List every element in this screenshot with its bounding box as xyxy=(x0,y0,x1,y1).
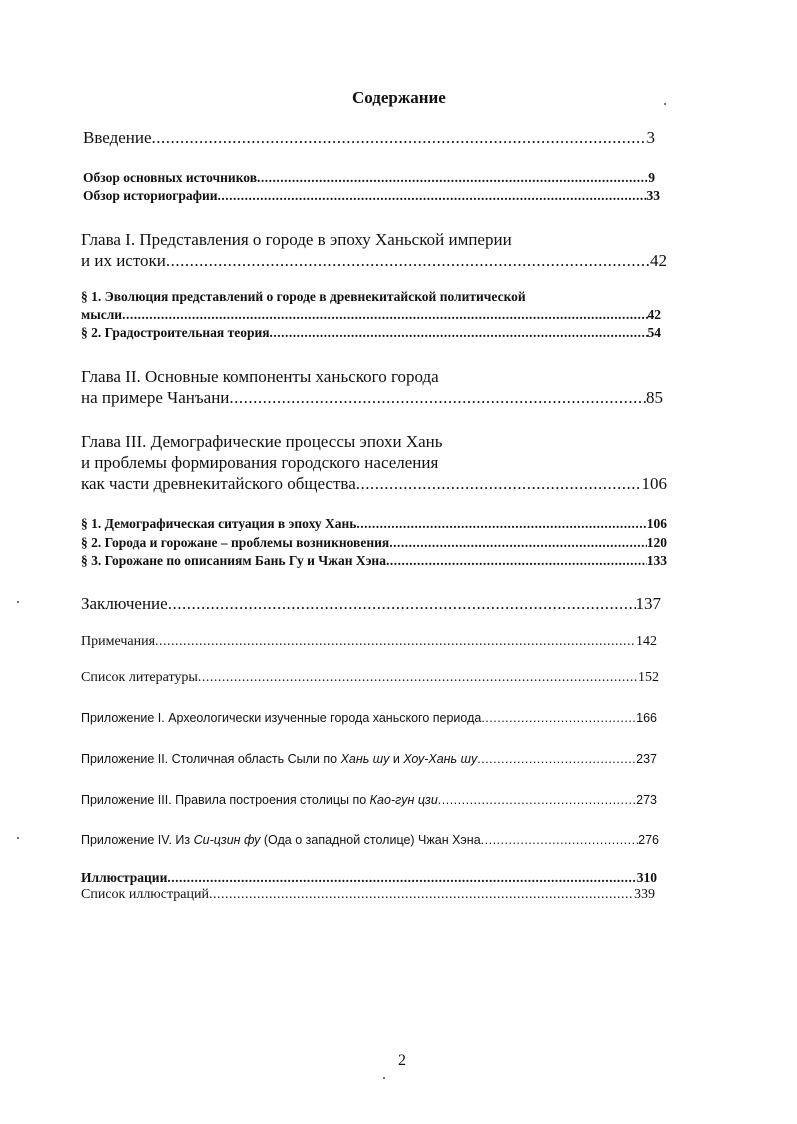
toc-label-text: и xyxy=(389,752,404,766)
toc-label: § 3. Горожане по описаниям Бань Гу и Чжан Хэна xyxy=(81,553,386,568)
leader-dots xyxy=(155,634,636,650)
page-number: 2 xyxy=(398,1052,406,1069)
toc-label-text: (Ода о западной столице) Чжан Хэна xyxy=(260,833,481,847)
toc-label: Список литературы xyxy=(81,670,198,685)
leader-dots xyxy=(481,833,638,847)
toc-page: 237 xyxy=(636,752,657,766)
toc-page: 152 xyxy=(638,670,659,685)
toc-label-italic: Хоу-Хань шу xyxy=(403,752,478,766)
toc-label: Иллюстрации xyxy=(81,870,168,885)
leader-dots xyxy=(152,128,647,148)
leader-dots xyxy=(270,325,648,341)
toc-label-text: Приложение IV. Из xyxy=(81,833,194,847)
toc-entry-ch1-s1-line1[interactable]: § 1. Эволюция представлений о городе в древнекитайской политической xyxy=(81,289,526,304)
toc-page: 42 xyxy=(650,251,667,270)
leader-dots xyxy=(356,516,646,532)
toc-label: § 2. Градостроительная теория xyxy=(81,325,270,340)
toc-label: Заключение xyxy=(81,594,168,613)
toc-entry-ch2-line1[interactable]: Глава II. Основные компоненты ханьского города xyxy=(81,367,439,386)
leader-dots xyxy=(218,188,647,204)
toc-page: 85 xyxy=(646,388,663,407)
toc-entry-ch1-s2[interactable] xyxy=(81,325,661,341)
leader-dots xyxy=(166,251,650,271)
toc-entry-intro[interactable] xyxy=(83,128,655,148)
toc-entry-ch3[interactable] xyxy=(81,474,667,494)
toc-entry-bibliography[interactable] xyxy=(81,670,659,686)
scan-speck xyxy=(17,837,19,839)
toc-label xyxy=(81,793,438,807)
toc-label: Введение xyxy=(83,128,152,147)
toc-label-italic: Као-гун цзи xyxy=(369,793,438,807)
toc-label-italic: Си-цзин фу xyxy=(193,833,261,847)
toc-label-text: Приложение III. Правила построения столицы по xyxy=(81,793,370,807)
toc-label xyxy=(81,833,481,847)
leader-dots xyxy=(229,388,646,408)
toc-entry-illustration-list[interactable] xyxy=(81,887,655,903)
leader-dots xyxy=(257,170,648,186)
scan-speck xyxy=(626,180,627,181)
toc-page: 166 xyxy=(636,711,657,725)
toc-label: Примечания xyxy=(81,634,156,649)
toc-entry-appendix-4[interactable] xyxy=(81,833,659,847)
leader-dots xyxy=(438,793,636,807)
leader-dots xyxy=(167,870,636,886)
leader-dots xyxy=(209,887,634,903)
toc-page: 42 xyxy=(647,307,661,322)
toc-entry-historiography[interactable] xyxy=(83,188,660,204)
leader-dots xyxy=(477,752,636,766)
toc-label xyxy=(81,752,477,766)
toc-label: Обзор историографии xyxy=(83,188,218,203)
toc-entry-notes[interactable] xyxy=(81,634,657,650)
toc-label: и их истоки xyxy=(81,251,166,270)
toc-label: Приложение I. Археологически изученные города ханьского периода xyxy=(81,711,482,725)
toc-label: на примере Чанъани xyxy=(81,388,230,407)
toc-page: 273 xyxy=(636,793,657,807)
toc-page: 142 xyxy=(636,634,657,649)
scan-speck xyxy=(664,103,666,105)
toc-page: 33 xyxy=(646,188,660,203)
toc-entry-ch3-s3[interactable] xyxy=(81,553,667,569)
toc-entry-appendix-2[interactable] xyxy=(81,752,657,766)
scan-speck xyxy=(17,601,19,603)
toc-entry-ch2[interactable] xyxy=(81,388,663,408)
leader-dots xyxy=(386,553,647,569)
toc-label: § 2. Города и горожане – проблемы возникновения xyxy=(81,535,390,550)
toc-label-italic: Хань шу xyxy=(340,752,390,766)
toc-entry-ch3-s2[interactable] xyxy=(81,535,667,551)
toc-entry-ch3-s1[interactable] xyxy=(81,516,667,532)
toc-page: 339 xyxy=(634,887,655,902)
toc-entry-appendix-3[interactable] xyxy=(81,793,657,807)
toc-entry-ch3-line2[interactable]: и проблемы формирования городского населения xyxy=(81,453,439,472)
leader-dots xyxy=(122,307,647,323)
toc-page: 9 xyxy=(648,170,655,185)
toc-page: 137 xyxy=(635,594,661,613)
toc-page: 120 xyxy=(646,535,667,550)
scan-speck xyxy=(383,1077,385,1079)
toc-label: § 1. Демографическая ситуация в эпоху Хань xyxy=(81,516,357,531)
leader-dots xyxy=(356,474,642,494)
leader-dots xyxy=(481,711,636,725)
toc-entry-appendix-1[interactable] xyxy=(81,711,657,725)
leader-dots xyxy=(389,535,647,551)
toc-label: как части древнекитайского общества xyxy=(81,474,356,493)
page-title: Содержание xyxy=(352,88,446,107)
toc-page: 310 xyxy=(636,870,657,885)
toc-page: 54 xyxy=(647,325,661,340)
toc-entry-illustrations[interactable] xyxy=(81,870,657,886)
toc-entry-sources[interactable] xyxy=(83,170,655,186)
toc-entry-ch1[interactable] xyxy=(81,251,667,271)
toc-entry-ch3-line1[interactable]: Глава III. Демографические процессы эпохи Хань xyxy=(81,432,443,451)
toc-page: 106 xyxy=(641,474,667,493)
leader-dots xyxy=(198,670,638,686)
toc-label-text: Приложение II. Столичная область Сыли по xyxy=(81,752,341,766)
toc-page: 133 xyxy=(646,553,667,568)
leader-dots xyxy=(168,594,636,614)
toc-entry-ch1-line1[interactable]: Глава I. Представления о городе в эпоху Ханьской империи xyxy=(81,230,512,249)
toc-label: Список иллюстраций xyxy=(81,887,209,902)
toc-label: мысли xyxy=(81,307,123,322)
toc-entry-ch1-s1[interactable] xyxy=(81,307,661,323)
toc-page: 276 xyxy=(638,833,659,847)
toc-page: 3 xyxy=(646,128,655,147)
toc-page: 106 xyxy=(646,516,667,531)
toc-label: Обзор основных источников xyxy=(83,170,257,185)
toc-entry-conclusion[interactable] xyxy=(81,594,661,614)
